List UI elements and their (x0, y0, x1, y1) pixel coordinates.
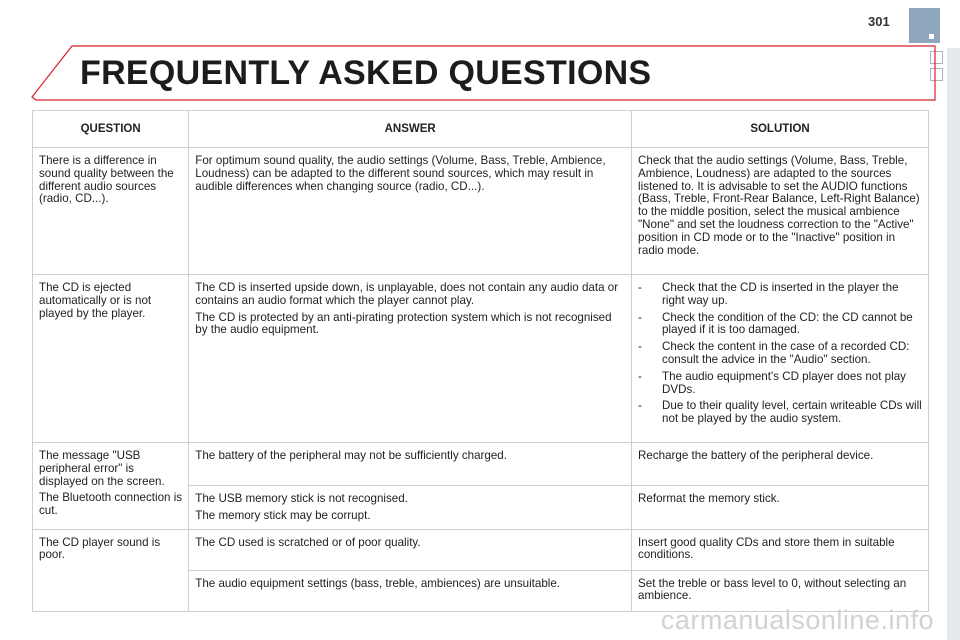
solution-list (638, 282, 922, 426)
page-number: 301 (868, 14, 890, 29)
answer-text: For optimum sound quality, the audio settings (Volume, Bass, Treble, Ambience, Loudness) can be adapted to the different sound sources, which may result in audible differences when changing source (radio, CD...). (195, 154, 606, 193)
question-text: The message "USB peripheral error" is displayed on the screen. (39, 449, 165, 488)
answer-text: The CD is protected by an anti-pirating protection system which is not recognised by the audio equipment. (195, 310, 612, 337)
header-answer: ANSWER (189, 111, 632, 148)
watermark: carmanualsonline.info (660, 605, 934, 635)
question-cell (33, 529, 189, 611)
table-row (33, 529, 929, 570)
list-item-text: Check the condition of the CD: the CD cannot be played if it is too damaged. (662, 310, 913, 337)
page-title: FREQUENTLY ASKED QUESTIONS (80, 54, 652, 92)
list-item (638, 312, 922, 338)
question-text: The Bluetooth connection is cut. (39, 491, 183, 518)
answer-text: The CD is inserted upside down, is unplayable, does not contain any audio data or contains an audio format which the player cannot play. (195, 281, 619, 307)
solution-cell (632, 148, 929, 275)
question-cell (33, 275, 189, 443)
list-dash: - (638, 399, 642, 413)
question-text: The CD is ejected automatically or is not played by the player. (39, 281, 152, 320)
solution-text: Insert good quality CDs and store them in suitable conditions. (638, 535, 895, 562)
list-dash: - (638, 369, 642, 383)
list-item (638, 341, 922, 367)
solution-text: Recharge the battery of the peripheral device. (638, 449, 874, 462)
list-item-text: Due to their quality level, certain writeable CDs will not be played by the audio system. (662, 399, 922, 426)
table-header-row (33, 111, 929, 148)
list-item (638, 371, 922, 397)
answer-text: The USB memory stick is not recognised. (195, 492, 408, 505)
solution-text: Reformat the memory stick. (638, 492, 780, 505)
table-row (33, 148, 929, 275)
list-item (638, 282, 922, 308)
table-row (33, 443, 929, 486)
list-dash: - (638, 281, 642, 294)
answer-cell (189, 275, 632, 443)
side-strip (947, 48, 960, 640)
solution-cell (632, 275, 929, 443)
solution-cell (632, 486, 929, 530)
list-item-text: The audio equipment's CD player does not play DVDs. (662, 369, 906, 396)
list-item-text: Check the content in the case of a recorded CD: consult the advice in the "Audio" section. (662, 340, 910, 366)
answer-cell (189, 529, 632, 570)
list-item (638, 400, 922, 426)
solution-text: Check that the audio settings (Volume, Bass, Treble, Ambience, Loudness) are adapted to the sources listened to. It is advisable to set the AUDIO functions (Bass, Treble, Front-Rear Balance, Left-Right Balance) to the middle position, select the musical ambience "None" and set the loudness correction to the "Active" position in CD mode or to the "Inactive" position in radio mode. (638, 154, 920, 257)
solution-cell (632, 529, 929, 570)
answer-cell (189, 570, 632, 611)
answer-cell (189, 148, 632, 275)
header-question: QUESTION (33, 111, 189, 148)
question-text: There is a difference in sound quality between the different audio sources (radio, CD...). (39, 154, 174, 206)
header-solution: SOLUTION (632, 111, 929, 148)
list-item-text: Check that the CD is inserted in the player the right way up. (662, 281, 899, 307)
faq-table (32, 110, 929, 612)
list-dash: - (638, 310, 642, 324)
question-cell (33, 443, 189, 530)
solution-text: Set the treble or bass level to 0, without selecting an ambience. (638, 576, 907, 603)
list-dash: - (638, 340, 642, 354)
answer-cell (189, 486, 632, 530)
answer-text: The audio equipment settings (bass, treble, ambiences) are unsuitable. (195, 576, 561, 590)
answer-text: The battery of the peripheral may not be sufficiently charged. (195, 449, 507, 462)
question-cell (33, 148, 189, 275)
question-text: The CD player sound is poor. (39, 535, 161, 562)
answer-cell (189, 443, 632, 486)
solution-cell (632, 443, 929, 486)
answer-text: The CD used is scratched or of poor quality. (195, 535, 421, 549)
answer-text: The memory stick may be corrupt. (195, 508, 371, 522)
table-row (33, 275, 929, 443)
